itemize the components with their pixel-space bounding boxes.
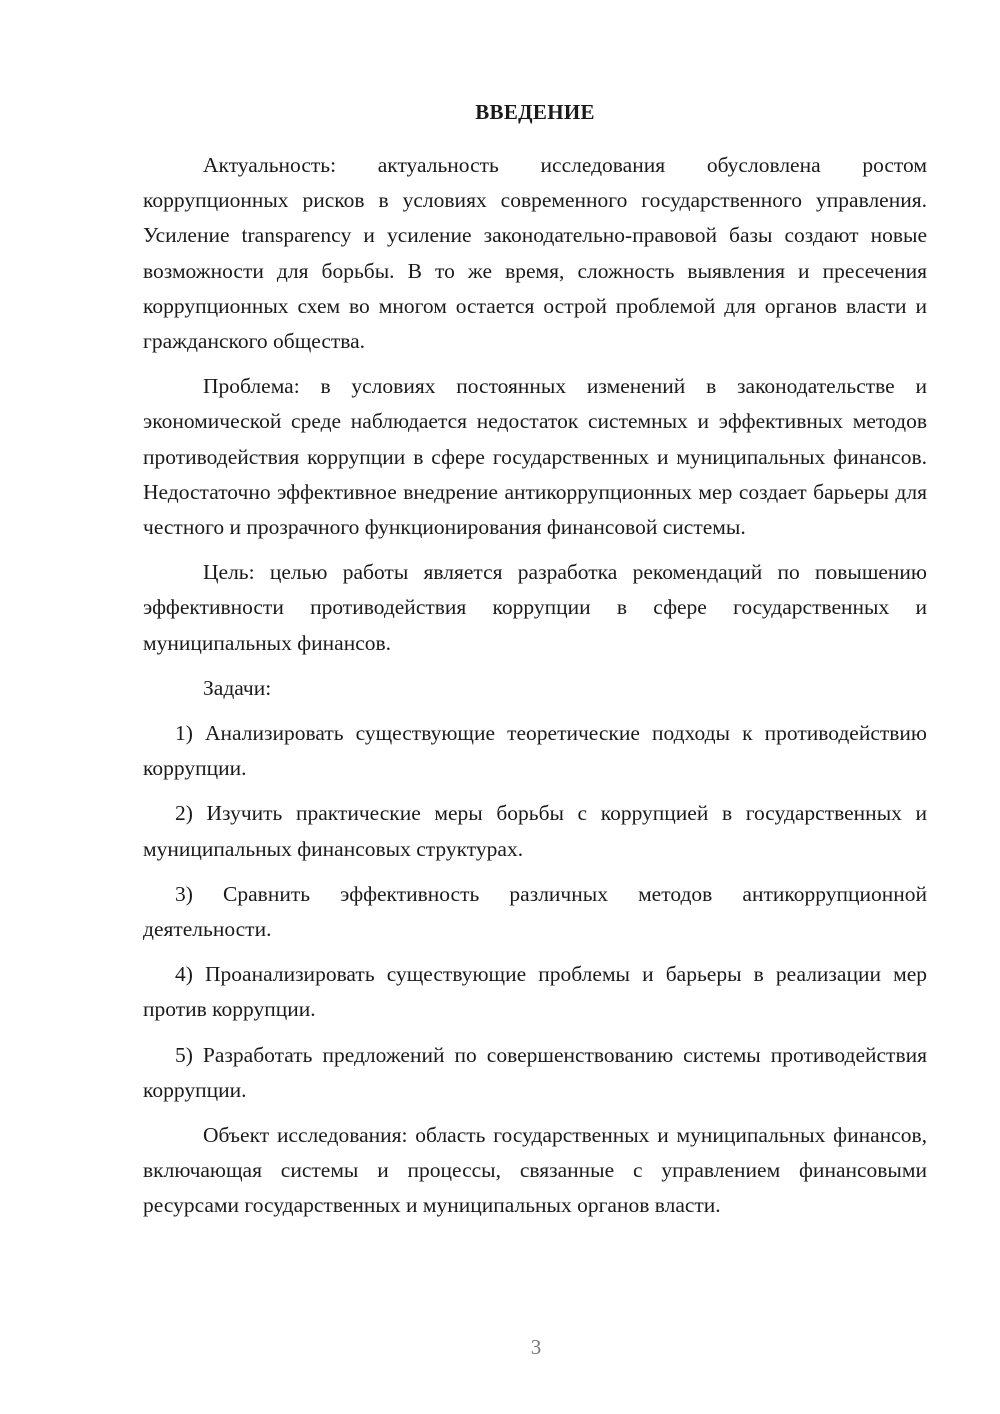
task-item-2: 2) Изучить практические меры борьбы с коррупцией в государственных и муниципальных финансовых структурах. <box>143 801 927 861</box>
page-number: 3 <box>530 1335 542 1359</box>
task-item-1: 1) Анализировать существующие теоретические подходы к противодействию коррупции. <box>143 721 927 781</box>
task-item-4: 4) Проанализировать существующие проблемы и барьеры в реализации мер против коррупции. <box>143 962 927 1022</box>
tasks-heading: Задачи: <box>203 675 272 700</box>
paragraph-relevance: Актуальность: актуальность исследования обусловлена ростом коррупционных рисков в условиях современного государственного управления. Усиление transparency и усиление законодательно-правовой базы создают новые возможности для борьбы. В то же время, сложность выявления и пресечения коррупционных схем во многом остается острой проблемой для органов власти и гражданского общества. <box>143 153 927 354</box>
paragraph-problem: Проблема: в условиях постоянных изменений в законодательстве и экономической среде наблюдается недостаток системных и эффективных методов противодействия коррупции в сфере государственных и муниципальных финансов. Недостаточно эффективное внедрение антикоррупционных мер создает барьеры для честного и прозрачного функционирования финансовой системы. <box>143 374 927 540</box>
paragraph-goal: Цель: целью работы является разработка рекомендаций по повышению эффективности противодействия коррупции в сфере государственных и муниципальных финансов. <box>143 560 927 655</box>
page-title: ВВЕДЕНИЕ <box>475 100 595 124</box>
paragraph-object: Объект исследования: область государственных и муниципальных финансов, включающая системы и процессы, связанные с управлением финансовыми ресурсами государственных и муниципальных органов власти. <box>143 1123 927 1218</box>
task-item-3: 3) Сравнить эффективность различных методов антикоррупционной деятельности. <box>143 881 927 942</box>
page-content <box>143 98 927 1224</box>
task-item-5: 5) Разработать предложений по совершенствованию системы противодействия коррупции. <box>143 1042 927 1102</box>
